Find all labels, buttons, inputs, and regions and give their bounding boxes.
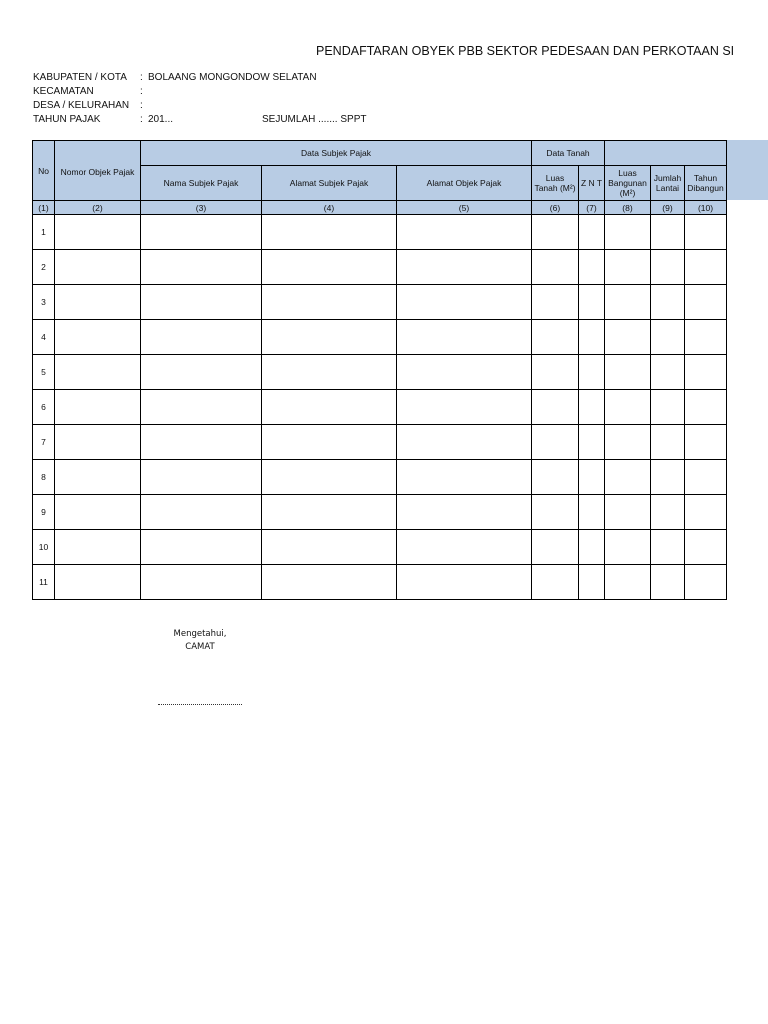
table-cell <box>605 495 651 530</box>
table-cell <box>605 425 651 460</box>
table-cell <box>605 320 651 355</box>
header-tahun-line2: Dibangun <box>687 183 724 193</box>
table-cell <box>605 530 651 565</box>
table-cell <box>141 460 262 495</box>
row-number: 8 <box>33 460 55 495</box>
table-cell <box>141 285 262 320</box>
table-cell <box>532 215 579 250</box>
table-cell <box>55 250 141 285</box>
table-cell <box>685 215 727 250</box>
table-cell <box>55 530 141 565</box>
row-number: 9 <box>33 495 55 530</box>
table-cell <box>262 460 397 495</box>
table-cell <box>141 495 262 530</box>
table-cell <box>685 460 727 495</box>
table-row <box>33 565 727 600</box>
row-number: 3 <box>33 285 55 320</box>
table-cell <box>397 495 532 530</box>
table-cell <box>397 460 532 495</box>
table-cell <box>579 460 605 495</box>
table-cell <box>685 285 727 320</box>
table-cell <box>397 530 532 565</box>
table-cell <box>532 250 579 285</box>
header-luas-tanah-line2: Tanah (M²) <box>534 183 576 193</box>
table-cell <box>262 285 397 320</box>
info-label: TAHUN PAJAK <box>33 114 101 125</box>
table-cell <box>532 285 579 320</box>
row-number: 2 <box>33 250 55 285</box>
table-cell <box>262 355 397 390</box>
header-luas-tanah-line1: Luas <box>545 173 565 183</box>
table-cell <box>141 250 262 285</box>
table-cell <box>605 460 651 495</box>
registration-table <box>32 140 727 600</box>
table-cell <box>397 390 532 425</box>
table-cell <box>532 355 579 390</box>
table-row <box>33 215 727 250</box>
document-title: PENDAFTARAN OBYEK PBB SEKTOR PEDESAAN DAN PERKOTAAN SI <box>316 44 735 58</box>
table-cell <box>532 390 579 425</box>
table-cell <box>262 425 397 460</box>
header-alamat-objek-pajak: Alamat Objek Pajak <box>397 166 532 201</box>
table-cell <box>397 425 532 460</box>
table-cell <box>685 320 727 355</box>
table-cell <box>651 215 685 250</box>
header-nama-subjek-pajak: Nama Subjek Pajak <box>141 166 262 201</box>
table-cell <box>55 320 141 355</box>
table-cell <box>685 565 727 600</box>
header-nomor-objek-pajak: Nomor Objek Pajak <box>55 141 141 201</box>
header-jumlah-lantai-line2: Lantai <box>655 183 680 193</box>
table-row <box>33 250 727 285</box>
table-cell <box>262 390 397 425</box>
table-cell <box>141 565 262 600</box>
header-luas-bangunan <box>605 166 651 201</box>
header-tahun-dibangun <box>685 166 727 201</box>
row-number: 6 <box>33 390 55 425</box>
info-label: DESA / KELURAHAN <box>33 100 130 111</box>
table-cell <box>141 355 262 390</box>
info-label: KABUPATEN / KOTA <box>33 72 127 83</box>
table-cell <box>141 390 262 425</box>
header-luas-bangunan-line3: (M²) <box>619 188 636 198</box>
column-number: (7) <box>579 201 605 215</box>
table-cell <box>55 425 141 460</box>
table-cell <box>651 285 685 320</box>
row-number: 7 <box>33 425 55 460</box>
table-cell <box>262 565 397 600</box>
row-number: 11 <box>33 565 55 600</box>
table-row <box>33 425 727 460</box>
header-jumlah-lantai-line1: Jumlah <box>653 173 682 183</box>
header-data-subjek-pajak: Data Subjek Pajak <box>141 141 532 166</box>
table-row <box>33 390 727 425</box>
table-cell <box>651 355 685 390</box>
column-number: (2) <box>55 201 141 215</box>
info-colon: : <box>140 72 143 83</box>
column-number: (6) <box>532 201 579 215</box>
table-cell <box>579 495 605 530</box>
table-cell <box>651 565 685 600</box>
table-row <box>33 460 727 495</box>
table-cell <box>262 215 397 250</box>
table-cell <box>651 425 685 460</box>
table-body <box>33 215 727 600</box>
table-cell <box>55 390 141 425</box>
table-cell <box>532 565 579 600</box>
column-number: (8) <box>605 201 651 215</box>
table-cell <box>141 320 262 355</box>
table-cell <box>55 565 141 600</box>
table-cell <box>605 565 651 600</box>
header-jumlah-lantai <box>651 166 685 201</box>
row-number: 4 <box>33 320 55 355</box>
table-cell <box>55 495 141 530</box>
table-cell <box>651 495 685 530</box>
table-cell <box>397 250 532 285</box>
table-cell <box>532 495 579 530</box>
table-cell <box>262 320 397 355</box>
header-luas-tanah <box>532 166 579 201</box>
table-row <box>33 495 727 530</box>
table-cell <box>685 530 727 565</box>
table-cell <box>579 390 605 425</box>
table-cell <box>55 460 141 495</box>
header-band-overflow <box>726 140 768 200</box>
header-luas-bangunan-line2: Bangunan <box>608 178 647 188</box>
table-cell <box>397 565 532 600</box>
table-cell <box>579 425 605 460</box>
table-cell <box>579 565 605 600</box>
table-cell <box>55 285 141 320</box>
table-cell <box>651 460 685 495</box>
header-data-tanah: Data Tanah <box>532 141 605 166</box>
info-colon: : <box>140 86 143 97</box>
table-cell <box>532 425 579 460</box>
header-luas-bangunan-line1: Luas <box>618 168 637 178</box>
info-colon: : <box>140 100 143 111</box>
row-number: 10 <box>33 530 55 565</box>
info-label: KECAMATAN <box>33 86 94 97</box>
header-tahun-line1: Tahun <box>693 173 718 183</box>
column-number: (10) <box>685 201 727 215</box>
header-data-bangunan <box>605 141 727 166</box>
table-cell <box>685 390 727 425</box>
signature-title: CAMAT <box>185 642 215 652</box>
table-cell <box>262 530 397 565</box>
table-cell <box>55 355 141 390</box>
table-cell <box>651 320 685 355</box>
table-cell <box>579 320 605 355</box>
table-cell <box>651 390 685 425</box>
table-cell <box>397 320 532 355</box>
table-cell <box>397 215 532 250</box>
table-cell <box>532 530 579 565</box>
table-cell <box>579 285 605 320</box>
table-cell <box>55 215 141 250</box>
table-cell <box>532 460 579 495</box>
signature-acknowledged: Mengetahui, <box>173 629 227 639</box>
table-row <box>33 355 727 390</box>
column-number: (5) <box>397 201 532 215</box>
signature-line <box>158 703 242 705</box>
header-no: No <box>33 141 55 201</box>
table-cell <box>141 530 262 565</box>
table-cell <box>685 425 727 460</box>
table-cell <box>397 285 532 320</box>
row-number: 5 <box>33 355 55 390</box>
table-cell <box>579 355 605 390</box>
table-cell <box>141 215 262 250</box>
table-cell <box>579 250 605 285</box>
table-row <box>33 320 727 355</box>
table-cell <box>262 250 397 285</box>
info-value: 201... <box>148 114 174 125</box>
table-cell <box>651 250 685 285</box>
info-colon: : <box>140 114 143 125</box>
header-alamat-subjek-pajak: Alamat Subjek Pajak <box>262 166 397 201</box>
table-cell <box>685 495 727 530</box>
table-cell <box>397 355 532 390</box>
header-znt: Z N T <box>579 166 605 201</box>
table-row <box>33 530 727 565</box>
row-number: 1 <box>33 215 55 250</box>
column-number: (1) <box>33 201 55 215</box>
table-cell <box>532 320 579 355</box>
column-number: (4) <box>262 201 397 215</box>
table-cell <box>651 530 685 565</box>
table-cell <box>579 215 605 250</box>
table-cell <box>605 215 651 250</box>
info-value: BOLAANG MONGONDOW SELATAN <box>148 72 317 83</box>
column-number-row <box>33 201 727 215</box>
table-cell <box>605 250 651 285</box>
column-number: (9) <box>651 201 685 215</box>
table-cell <box>685 250 727 285</box>
table-cell <box>605 355 651 390</box>
table-cell <box>605 285 651 320</box>
table-cell <box>141 425 262 460</box>
table-cell <box>685 355 727 390</box>
table-cell <box>579 530 605 565</box>
table-cell <box>605 390 651 425</box>
table-cell <box>262 495 397 530</box>
column-number: (3) <box>141 201 262 215</box>
sppt-count: SEJUMLAH ....... SPPT <box>262 114 367 125</box>
table-row <box>33 285 727 320</box>
